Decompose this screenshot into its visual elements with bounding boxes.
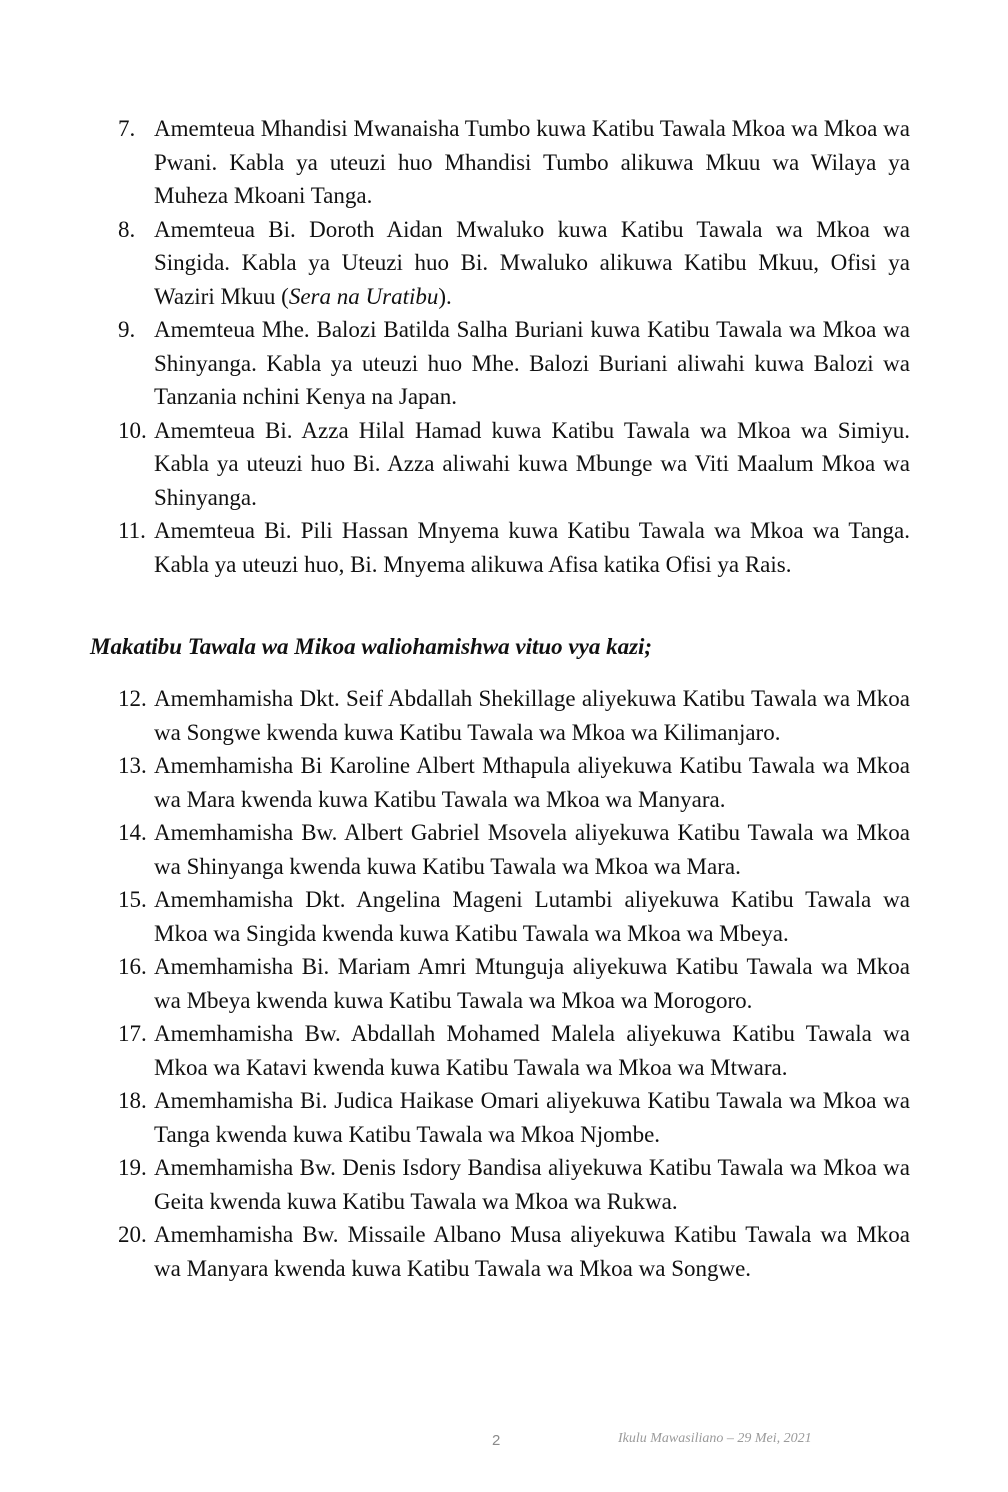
appointments-list: [0, 112, 1008, 581]
list-item: [0, 514, 1008, 581]
list-item: [0, 414, 1008, 515]
list-item: [0, 313, 1008, 414]
item-text: Amemhamisha Bi Karoline Albert Mthapula aliyekuwa Katibu Tawala wa Mkoa wa Mara kwenda kuwa Katibu Tawala wa Mkoa wa Manyara.: [154, 753, 910, 812]
item-number: 12.: [118, 686, 147, 711]
item-number: 9.: [118, 317, 136, 342]
transfers-list: [0, 682, 1008, 1285]
list-item: [0, 1084, 1008, 1151]
list-item: [0, 112, 1008, 213]
item-text: [154, 213, 910, 314]
list-item: [0, 749, 1008, 816]
list-item: [0, 1017, 1008, 1084]
list-item: [0, 1218, 1008, 1285]
item-text: Amemhamisha Dkt. Angelina Mageni Lutambi aliyekuwa Katibu Tawala wa Mkoa wa Singida kwenda kuwa Katibu Tawala wa Mkoa wa Mbeya.: [154, 887, 910, 946]
item-text: Amemhamisha Bw. Denis Isdory Bandisa aliyekuwa Katibu Tawala wa Mkoa wa Geita kwenda kuwa Katibu Tawala wa Mkoa wa Rukwa.: [154, 1155, 910, 1214]
item-text: Amemteua Mhe. Balozi Batilda Salha Buriani kuwa Katibu Tawala wa Mkoa wa Shinyanga. Kabla ya uteuzi huo Mhe. Balozi Buriani aliwahi kuwa Balozi wa Tanzania nchini Kenya na Japan.: [154, 317, 910, 409]
list-item: [0, 1151, 1008, 1218]
item-text: Amemhamisha Bw. Missaile Albano Musa aliyekuwa Katibu Tawala wa Mkoa wa Manyara kwenda kuwa Katibu Tawala wa Mkoa wa Songwe.: [154, 1222, 910, 1281]
item-text-italic: Sera na Uratibu: [288, 283, 439, 309]
section-heading: Makatibu Tawala wa Mikoa waliohamishwa vituo vya kazi;: [90, 634, 653, 659]
item-number: 14.: [118, 820, 147, 845]
item-number: 11.: [118, 518, 146, 543]
item-text: Amemhamisha Bw. Abdallah Mohamed Malela aliyekuwa Katibu Tawala wa Mkoa wa Katavi kwenda kuwa Katibu Tawala wa Mkoa wa Mtwara.: [154, 1021, 910, 1080]
list-item: [0, 950, 1008, 1017]
item-text: Amemhamisha Dkt. Seif Abdallah Shekillage aliyekuwa Katibu Tawala wa Mkoa wa Songwe kwenda kuwa Katibu Tawala wa Mkoa wa Kilimanjaro.: [154, 686, 910, 745]
list-item: [0, 213, 1008, 314]
list-item: [0, 816, 1008, 883]
item-number: 15.: [118, 887, 147, 912]
list-item: [0, 682, 1008, 749]
item-number: 20.: [118, 1222, 147, 1247]
item-text: Amemhamisha Bi. Judica Haikase Omari aliyekuwa Katibu Tawala wa Mkoa wa Tanga kwenda kuwa Katibu Tawala wa Mkoa Njombe.: [154, 1088, 910, 1147]
page-number: 2: [492, 1432, 501, 1449]
item-text: Amemteua Mhandisi Mwanaisha Tumbo kuwa Katibu Tawala Mkoa wa Mkoa wa Pwani. Kabla ya uteuzi huo Mhandisi Tumbo alikuwa Mkuu wa Wilaya ya Muheza Mkoani Tanga.: [154, 116, 910, 208]
item-number: 19.: [118, 1155, 147, 1180]
item-text: Amemteua Bi. Azza Hilal Hamad kuwa Katibu Tawala wa Mkoa wa Simiyu. Kabla ya uteuzi huo Bi. Azza aliwahi kuwa Mbunge wa Viti Maalum Mkoa wa Shinyanga.: [154, 417, 910, 510]
item-number: 10.: [118, 417, 147, 443]
footer-note: Ikulu Mawasiliano – 29 Mei, 2021: [618, 1431, 812, 1446]
item-text-part: ).: [438, 283, 452, 309]
item-text-part: Amemteua Bi. Doroth Aidan Mwaluko kuwa Katibu Tawala wa Mkoa wa Singida. Kabla ya Uteuzi huo Bi. Mwaluko alikuwa Katibu Mkuu, Ofisi ya Waziri Mkuu (: [154, 216, 910, 309]
item-number: 18.: [118, 1088, 147, 1113]
item-text: Amemteua Bi. Pili Hassan Mnyema kuwa Katibu Tawala wa Mkoa wa Tanga. Kabla ya uteuzi huo, Bi. Mnyema alikuwa Afisa katika Ofisi ya Rais.: [154, 518, 910, 577]
item-number: 17.: [118, 1021, 147, 1046]
item-number: 8.: [118, 216, 136, 242]
list-item: [0, 883, 1008, 950]
item-number: 13.: [118, 753, 147, 778]
item-text: Amemhamisha Bi. Mariam Amri Mtunguja aliyekuwa Katibu Tawala wa Mkoa wa Mbeya kwenda kuwa Katibu Tawala wa Mkoa wa Morogoro.: [154, 954, 910, 1013]
item-number: 7.: [118, 116, 136, 141]
item-number: 16.: [118, 954, 147, 979]
item-text: Amemhamisha Bw. Albert Gabriel Msovela aliyekuwa Katibu Tawala wa Mkoa wa Shinyanga kwenda kuwa Katibu Tawala wa Mkoa wa Mara.: [154, 820, 910, 879]
